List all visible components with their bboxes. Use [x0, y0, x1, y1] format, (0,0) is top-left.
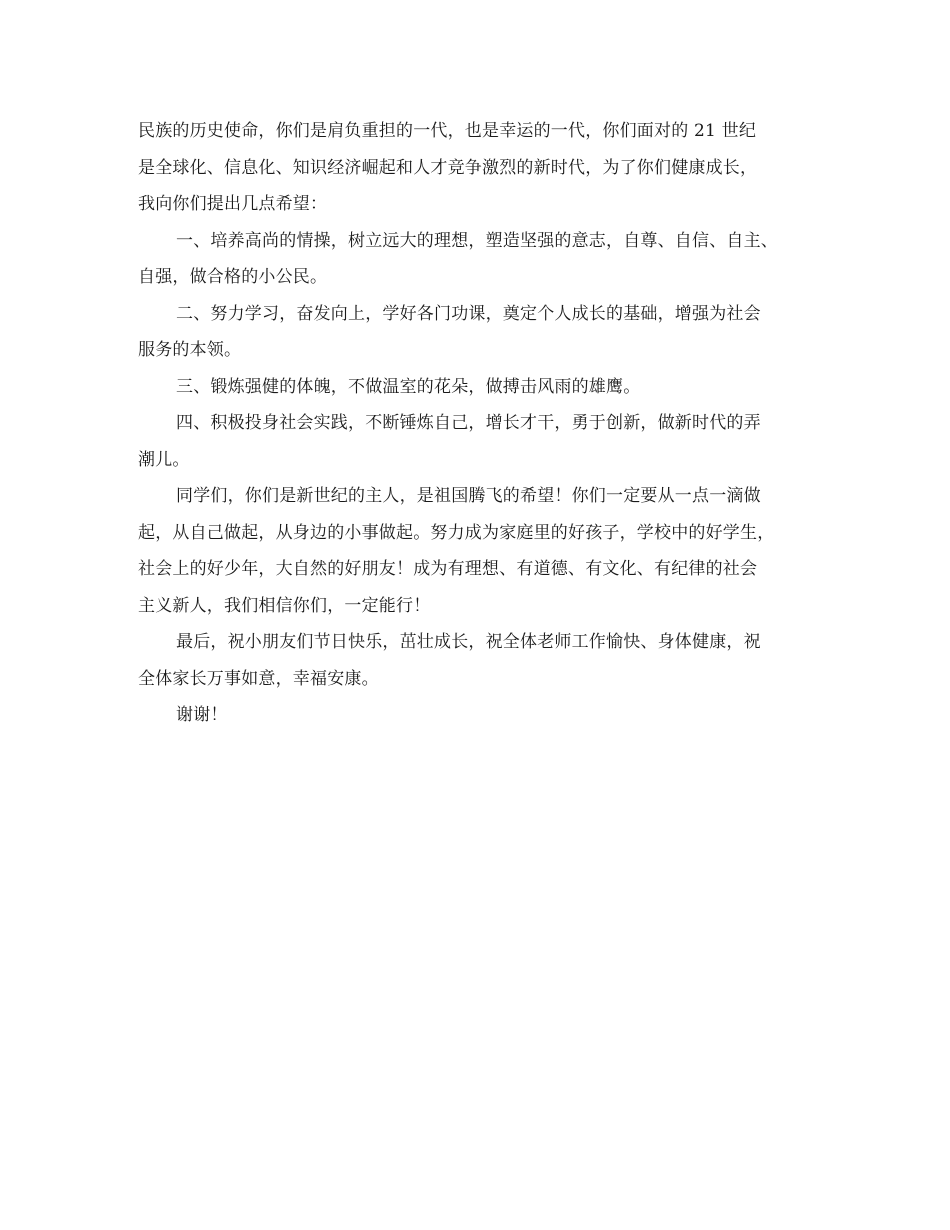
paragraph-hope-4 — [138, 405, 818, 478]
paragraph-thanks — [138, 697, 818, 734]
text-line: 社会上的好少年，大自然的好朋友！成为有理想、有道德、有文化、有纪律的社会 — [138, 559, 758, 579]
paragraph-hope-1 — [138, 223, 818, 296]
text-line: 四、积极投身社会实践，不断锤炼自己，增长才干，勇于创新，做新时代的弄 — [176, 413, 761, 433]
text-line: 起，从自己做起，从身边的小事做起。努力成为家庭里的好孩子，学校中的好学生， — [138, 522, 775, 543]
text-line: 谢谢！ — [176, 705, 228, 725]
text-line: 民族的历史使命，你们是肩负重担的一代，也是幸运的一代，你们面对的 21 世纪 — [138, 121, 757, 141]
paragraph-hope-2 — [138, 296, 818, 369]
text-line: 最后，祝小朋友们节日快乐，茁壮成长，祝全体老师工作愉快、身体健康，祝 — [176, 632, 761, 652]
text-line: 是全球化、信息化、知识经济崛起和人才竞争激烈的新时代，为了你们健康成长， — [138, 157, 758, 178]
text-line: 我向你们提出几点希望： — [138, 194, 328, 214]
paragraph-hope-3 — [138, 369, 818, 406]
paragraph-mission — [138, 113, 818, 223]
text-line: 全体家长万事如意，幸福安康。 — [138, 668, 379, 689]
document-body — [138, 113, 818, 734]
paragraph-students — [138, 478, 818, 624]
text-line: 潮儿。 — [138, 449, 190, 470]
text-line: 主义新人，我们相信你们，一定能行！ — [138, 595, 431, 616]
text-line: 同学们，你们是新世纪的主人，是祖国腾飞的希望！你们一定要从一点一滴做 — [176, 486, 761, 506]
text-line: 一、培养高尚的情操，树立远大的理想，塑造坚强的意志，自尊、自信、自主、 — [176, 230, 778, 251]
text-line: 服务的本领。 — [138, 340, 242, 360]
text-line: 二、努力学习，奋发向上，学好各门功课，奠定个人成长的基础，增强为社会 — [176, 303, 761, 324]
text-line: 三、锻炼强健的体魄，不做温室的花朵，做搏击风雨的雄鹰。 — [176, 376, 641, 397]
paragraph-closing-wishes — [138, 624, 818, 697]
text-line: 自强，做合格的小公民。 — [138, 267, 328, 287]
